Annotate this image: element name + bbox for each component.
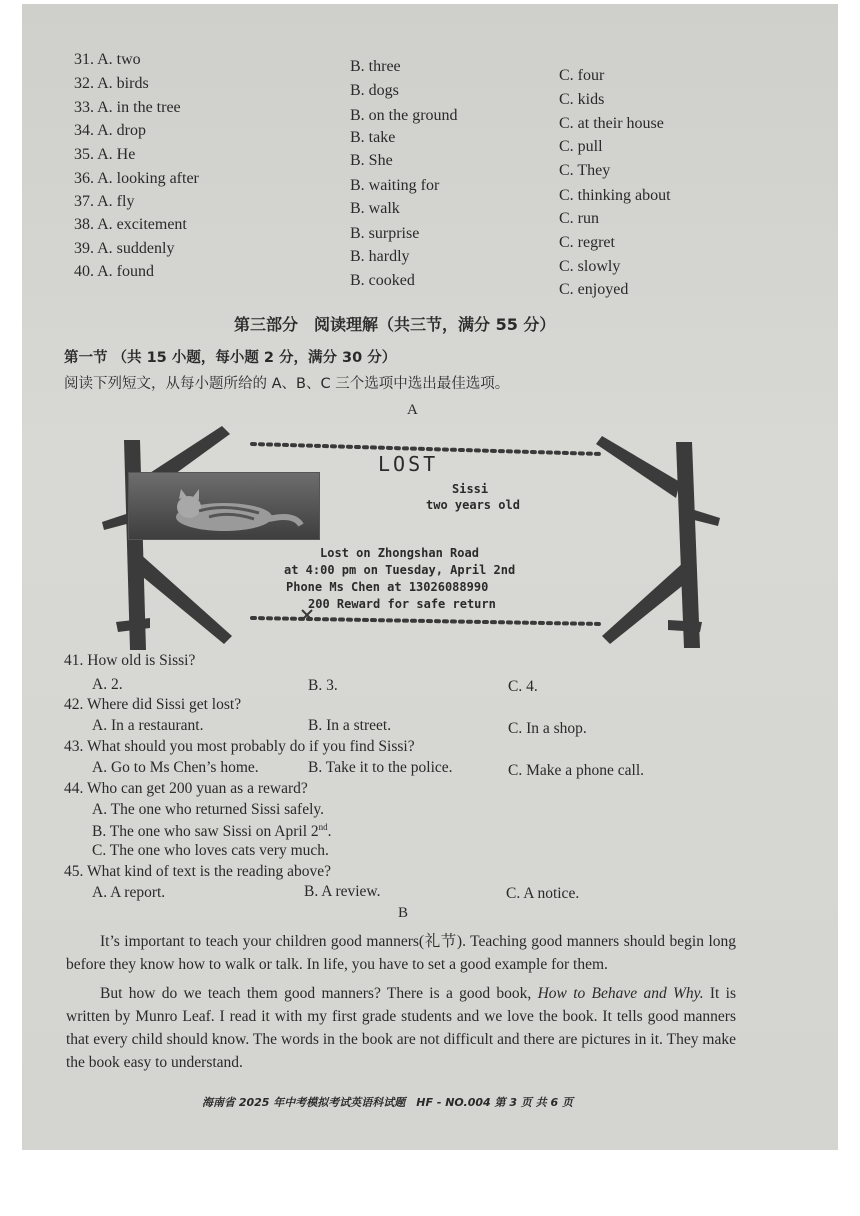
poster-line: 200 Reward for safe return <box>308 597 496 611</box>
cat-icon <box>129 473 319 539</box>
question-text: 41. How old is Sissi? <box>64 652 196 669</box>
question-text: 43. What should you most probably do if you find Sissi? <box>64 738 415 755</box>
option-a: 40. A. found <box>74 263 154 280</box>
right-branch-icon <box>596 436 720 648</box>
question-option: A. In a restaurant. <box>92 717 204 734</box>
question-option: A. 2. <box>92 676 123 693</box>
question-text: 45. What kind of text is the reading above? <box>64 863 332 880</box>
option-c: C. kids <box>559 91 605 108</box>
option-a: 33. A. in the tree <box>74 99 181 116</box>
option-c: C. four <box>559 67 605 84</box>
question-option: C. In a shop. <box>508 720 587 737</box>
question-option: C. A notice. <box>506 885 580 902</box>
option-a: 34. A. drop <box>74 122 146 139</box>
question-option: A. The one who returned Sissi safely. <box>92 801 325 818</box>
option-c: C. at their house <box>559 115 664 132</box>
option-b: B. surprise <box>350 225 420 242</box>
option-a: 36. A. looking after <box>74 170 199 187</box>
poster-name: Sissi <box>452 482 489 496</box>
option-b: B. dogs <box>350 82 399 99</box>
exam-page <box>22 4 838 1150</box>
passage-b-paragraph: It’s important to teach your children good manners(礼节). Teaching good manners should begin long before they know how to walk or talk. In life, you have to set a good example for them. <box>66 933 736 973</box>
cat-photo <box>128 472 320 540</box>
option-b: B. walk <box>350 200 400 217</box>
question-option: A. Go to Ms Chen’s home. <box>92 759 259 776</box>
option-a: 31. A. two <box>74 51 141 68</box>
question-option: B. A review. <box>304 883 381 900</box>
question-option: C. The one who loves cats very much. <box>92 842 329 859</box>
option-c: C. slowly <box>559 258 621 275</box>
question-option: C. 4. <box>508 678 538 695</box>
section1-title: 第一节 （共 15 小题，每小题 2 分，满分 30 分） <box>64 350 397 366</box>
option-b: B. take <box>350 129 396 146</box>
option-c: C. thinking about <box>559 187 671 204</box>
poster-line: at 4:00 pm on Tuesday, April 2nd <box>284 563 516 577</box>
option-b: B. waiting for <box>350 177 440 194</box>
question-option: B. 3. <box>308 677 338 694</box>
question-text: 42. Where did Sissi get lost? <box>64 696 242 713</box>
option-b: B. three <box>350 58 401 75</box>
option-a: 37. A. fly <box>74 193 135 210</box>
option-a: 38. A. excitement <box>74 216 187 233</box>
option-c: C. pull <box>559 138 603 155</box>
option-b: B. She <box>350 152 393 169</box>
passage-b-label: B <box>398 905 409 921</box>
option-b: B. hardly <box>350 248 410 265</box>
option-a: 39. A. suddenly <box>74 240 175 257</box>
question-option: B. Take it to the police. <box>308 759 453 776</box>
question-option: C. Make a phone call. <box>508 762 645 779</box>
option-c: C. regret <box>559 234 615 251</box>
passage-a-label: A <box>407 402 418 418</box>
option-a: 35. A. He <box>74 146 136 163</box>
option-b: B. on the ground <box>350 107 458 124</box>
option-c: C. run <box>559 210 599 227</box>
page-footer: 海南省 2025 年中考模拟考试英语科试题 HF - NO.004 第 3 页 共 6 页 <box>202 1096 573 1109</box>
book-title: How to Behave and Why. <box>537 985 704 1002</box>
option-c: C. enjoyed <box>559 281 629 298</box>
part3-title: 第三部分 阅读理解（共三节，满分 55 分） <box>234 315 556 334</box>
poster-age: two years old <box>426 498 520 512</box>
option-c: C. They <box>559 162 611 179</box>
question-option: B. In a street. <box>308 717 392 734</box>
question-option: B. The one who saw Sissi on April 2nd. <box>92 822 332 841</box>
question-text: 44. Who can get 200 yuan as a reward? <box>64 780 308 797</box>
poster-line: Lost on Zhongshan Road <box>320 546 479 560</box>
option-a: 32. A. birds <box>74 75 149 92</box>
passage-b-paragraph: But how do we teach them good manners? There is a good book, How to Behave and Why. It is written by Munro Leaf. I read it with my first grade students and we love the book. It tells good manners that every child should know. The words in the book are not difficult and there are pictures in it. They make the book easy to understand. <box>66 985 736 1071</box>
option-b: B. cooked <box>350 272 415 289</box>
poster-title: LOST <box>378 452 439 476</box>
question-option: A. A report. <box>92 884 166 901</box>
instruction-text: 阅读下列短文，从每小题所给的 A、B、C 三个选项中选出最佳选项。 <box>64 376 510 392</box>
poster-line: Phone Ms Chen at 13026088990 <box>286 580 489 594</box>
